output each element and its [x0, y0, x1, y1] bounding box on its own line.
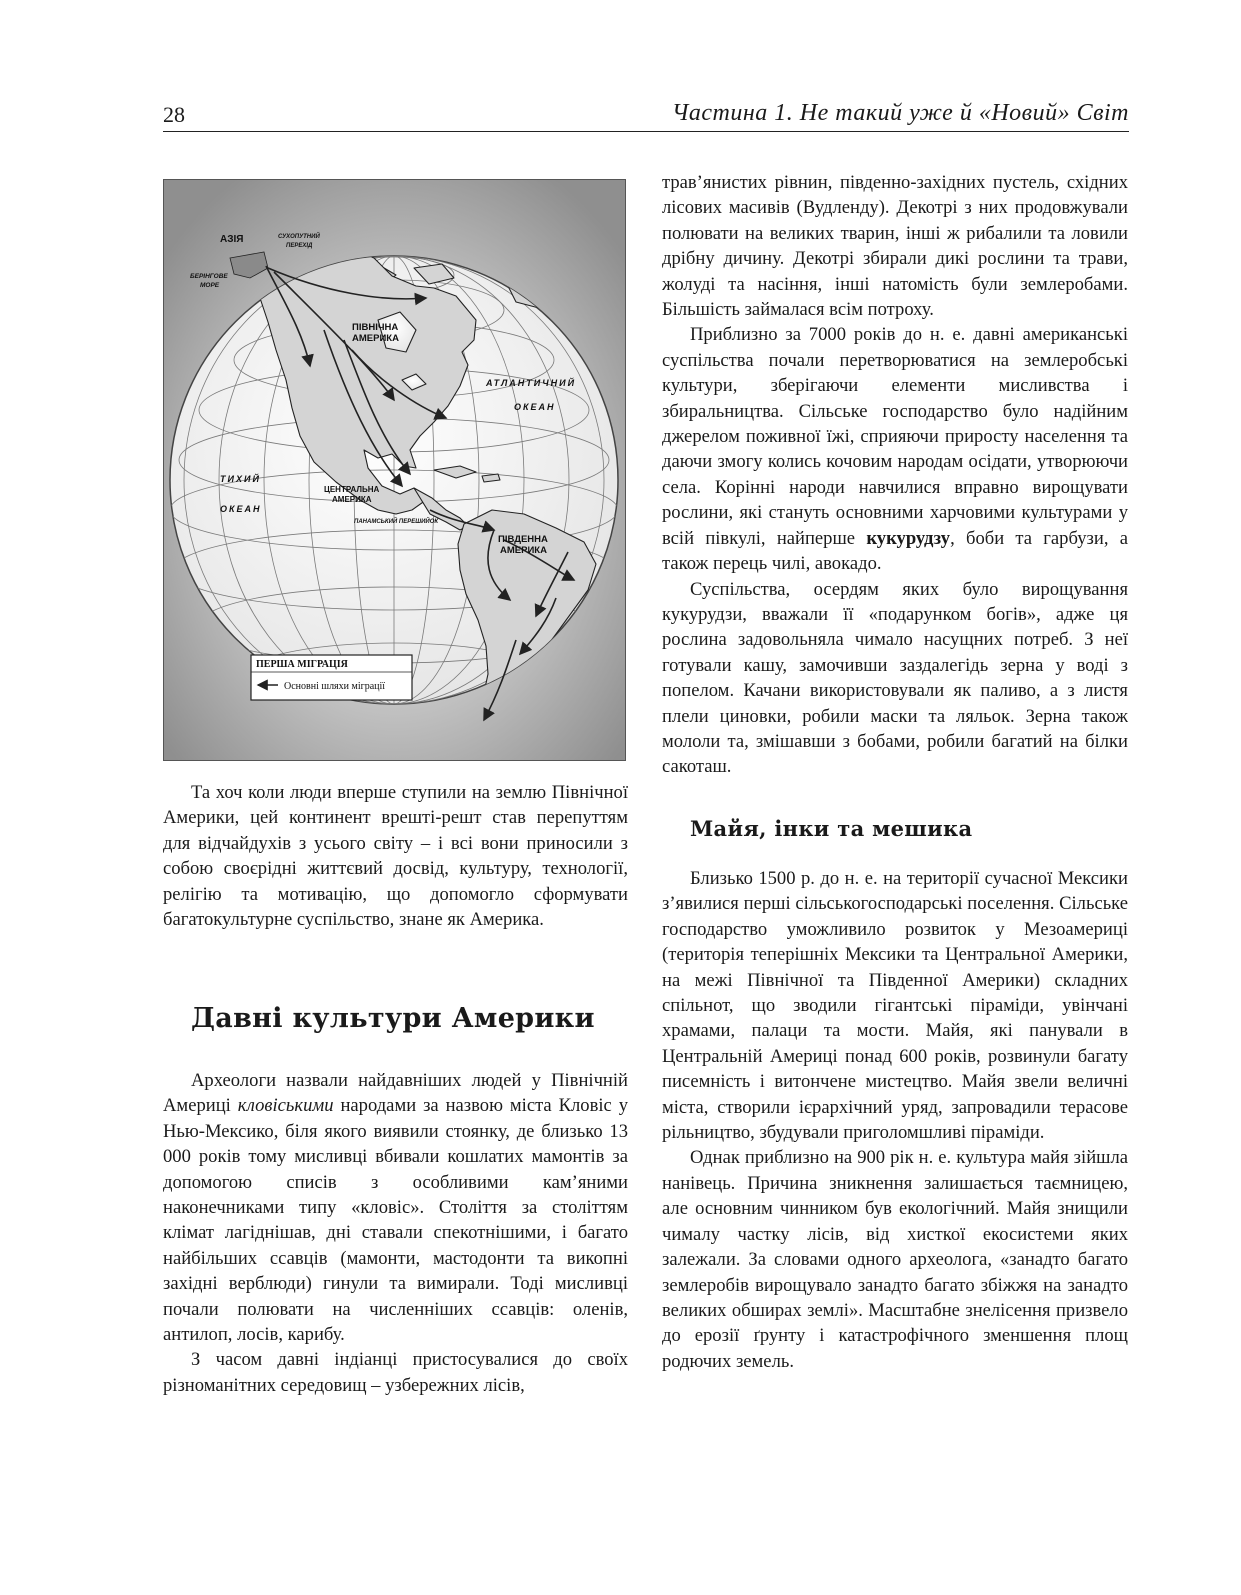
paragraph-maize: Суспільства, осердям яких було вирощування кукурудзи, вважали її «подарунком богів», адже ця рослина задовольняла чимало насущних потреб. З неї готували кашу, замочивши заздалегідь зерна у воді з попелом. Качани використовували як паливо, а з листя плели циновки, робили маски та ляльок. Зерна також мололи та, змішавши з бобами, робили багатий на білки сакоташ. [662, 578, 1128, 778]
migration-map-svg [164, 180, 626, 761]
label-bering-1: БЕРІНГОВЕ [190, 273, 228, 280]
intro-paragraph: Та хоч коли люди вперше ступили на землю Північної Америки, цей континент врешті-решт став перепуттям для відчайдухів з усього світу – і всі вони приносили з собою своєрідні життєвий досвід, культуру, технології, релігію та мотивацію, що допомогло сформувати багатокультурне суспільство, знане як Америка. [163, 782, 628, 931]
label-central-america-2: АМЕРИКА [332, 495, 372, 504]
label-central-america-1: ЦЕНТРАЛЬНА [324, 485, 380, 494]
page-number: 28 [163, 102, 185, 127]
right-column-top [662, 170, 1128, 780]
left-column-body [163, 1068, 628, 1398]
label-south-america-1: ПІВДЕННА [498, 534, 548, 545]
subsection-heading: Майя, інки та мешика [690, 816, 973, 841]
label-atlantic-2: ОКЕАН [514, 402, 556, 412]
paragraph-text: Археологи назвали найдавніших людей у Північній Америці [163, 1070, 628, 1117]
map-legend [251, 655, 412, 700]
label-land-bridge-2: ПЕРЕХІД [286, 243, 313, 249]
section-heading: Давні культури Америки [191, 1003, 595, 1034]
paragraph-mesoamerica: Близько 1500 р. до н. е. на території сучасної Мексики з’явилися перші сільськогосподарські поселення. Сільське господарство уможливило розвиток у Мезоамериці (територія теперішніх Мексики та Центральної Америки, на межі Північної та Південної Америки) складних спільнот, що зводили гігантські піраміди, увінчані храмами, палаци та мости. Майя, які панували в Центральній Америці понад 600 років, розвинули багату писемність і витончене мистецтво. Майя звели величні міста, створили ієрархічний уряд, запровадили терасове рільництво, збудували приголомшливі піраміди. [662, 868, 1128, 1144]
paragraph-text: , боби та гарбузи, а також перець чилі, авокадо. [662, 527, 1128, 575]
emphasis-text: кловіськими [237, 1095, 334, 1117]
paragraph-clovis [163, 1068, 628, 1347]
label-panama: ПАНАМСЬКИЙ ПЕРЕШИЙОК [354, 519, 439, 525]
paragraph-adaptation: З часом давні індіанці пристосувалися до своїх різноманітних середовищ – узбережних лісів, [163, 1349, 628, 1396]
right-column-bottom [662, 866, 1128, 1374]
label-bering-2: МОРЕ [200, 282, 220, 289]
bold-term: кукурудзу [866, 527, 951, 549]
label-north-america-1: ПІВНІЧНА [352, 322, 399, 333]
paragraph-text: Приблизно за 7000 років до н. е. давні американські суспільства почали перетворюватися на землеробські культури, зберігаючи елементи мисливства і збиральництва. Сільське господарство було надійним джерелом поживної їжі, сприяючи приросту населення та даючи змогу колись кочовим народам осідати, утворюючи села. Корінні народи навчилися вправно вирощувати рослини, які стануть основними харчовими культурами у всій півкулі, найперше [662, 324, 1128, 549]
left-column-intro [163, 780, 628, 932]
label-south-america-2: АМЕРИКА [500, 545, 547, 556]
label-atlantic-1: АТЛАНТИЧНИЙ [486, 378, 577, 388]
paragraph-agriculture [662, 322, 1128, 576]
paragraph-maya-decline: Однак приблизно на 900 рік н. е. культура майя зійшла нанівець. Причина зникнення залишається таємницею, але основним чинником був екологічний. Майя знищили чималу частку лісів, від хисткої екосистеми яких залежали. За словами одного археолога, «занадто багато землеробів вирощувало занадто багато збіжжя на занадто великих обширах землі». Масштабне знелісення призвело до ерозії ґрунту і катастрофічного зменшення площ родючих земель. [662, 1147, 1128, 1372]
label-asia: АЗІЯ [220, 234, 244, 245]
label-pacific-1: ТИХИЙ [220, 474, 261, 484]
label-north-america-2: АМЕРИКА [352, 333, 399, 344]
label-land-bridge-1: СУХОПУТНИЙ [278, 234, 320, 240]
legend-item: Основні шляхи міграції [284, 681, 386, 692]
paragraph-text: народами за назвою міста Кловіс у Нью-Мексико, біля якого виявили стоянку, де близько 13 000 років тому мисливці вбивали кошлатих мамонтів за допомогою списів з особливими кам’яними наконечниками типу «кловіс». Століття за століттям клімат лагіднішав, дні ставали спекотнішими, і багато найбільших ссавців (мамонти, мастодонти та викопні західні верблюди) гинули та вимирали. Тоді мисливці почали полювати на численніших ссавців: оленів, антилоп, лосів, карибу. [163, 1095, 628, 1346]
running-title: Частина 1. Не такий уже й «Новий» Світ [671, 100, 1129, 126]
label-pacific-2: ОКЕАН [220, 504, 262, 514]
migration-map [163, 179, 626, 761]
legend-title: ПЕРША МІГРАЦІЯ [256, 659, 348, 670]
header-rule [163, 131, 1129, 132]
paragraph-continuation: трав’янистих рівнин, південно-західних пустель, східних лісових масивів (Вудленду). Декотрі з них продовжували полювати на великих тварин, інші ж рибалили та ловили дрібну дичину. Декотрі збирали дикі рослини та трави, жолуді та насіння, інші натомість були землеробами. Більшість займалася всім потроху. [662, 172, 1128, 321]
